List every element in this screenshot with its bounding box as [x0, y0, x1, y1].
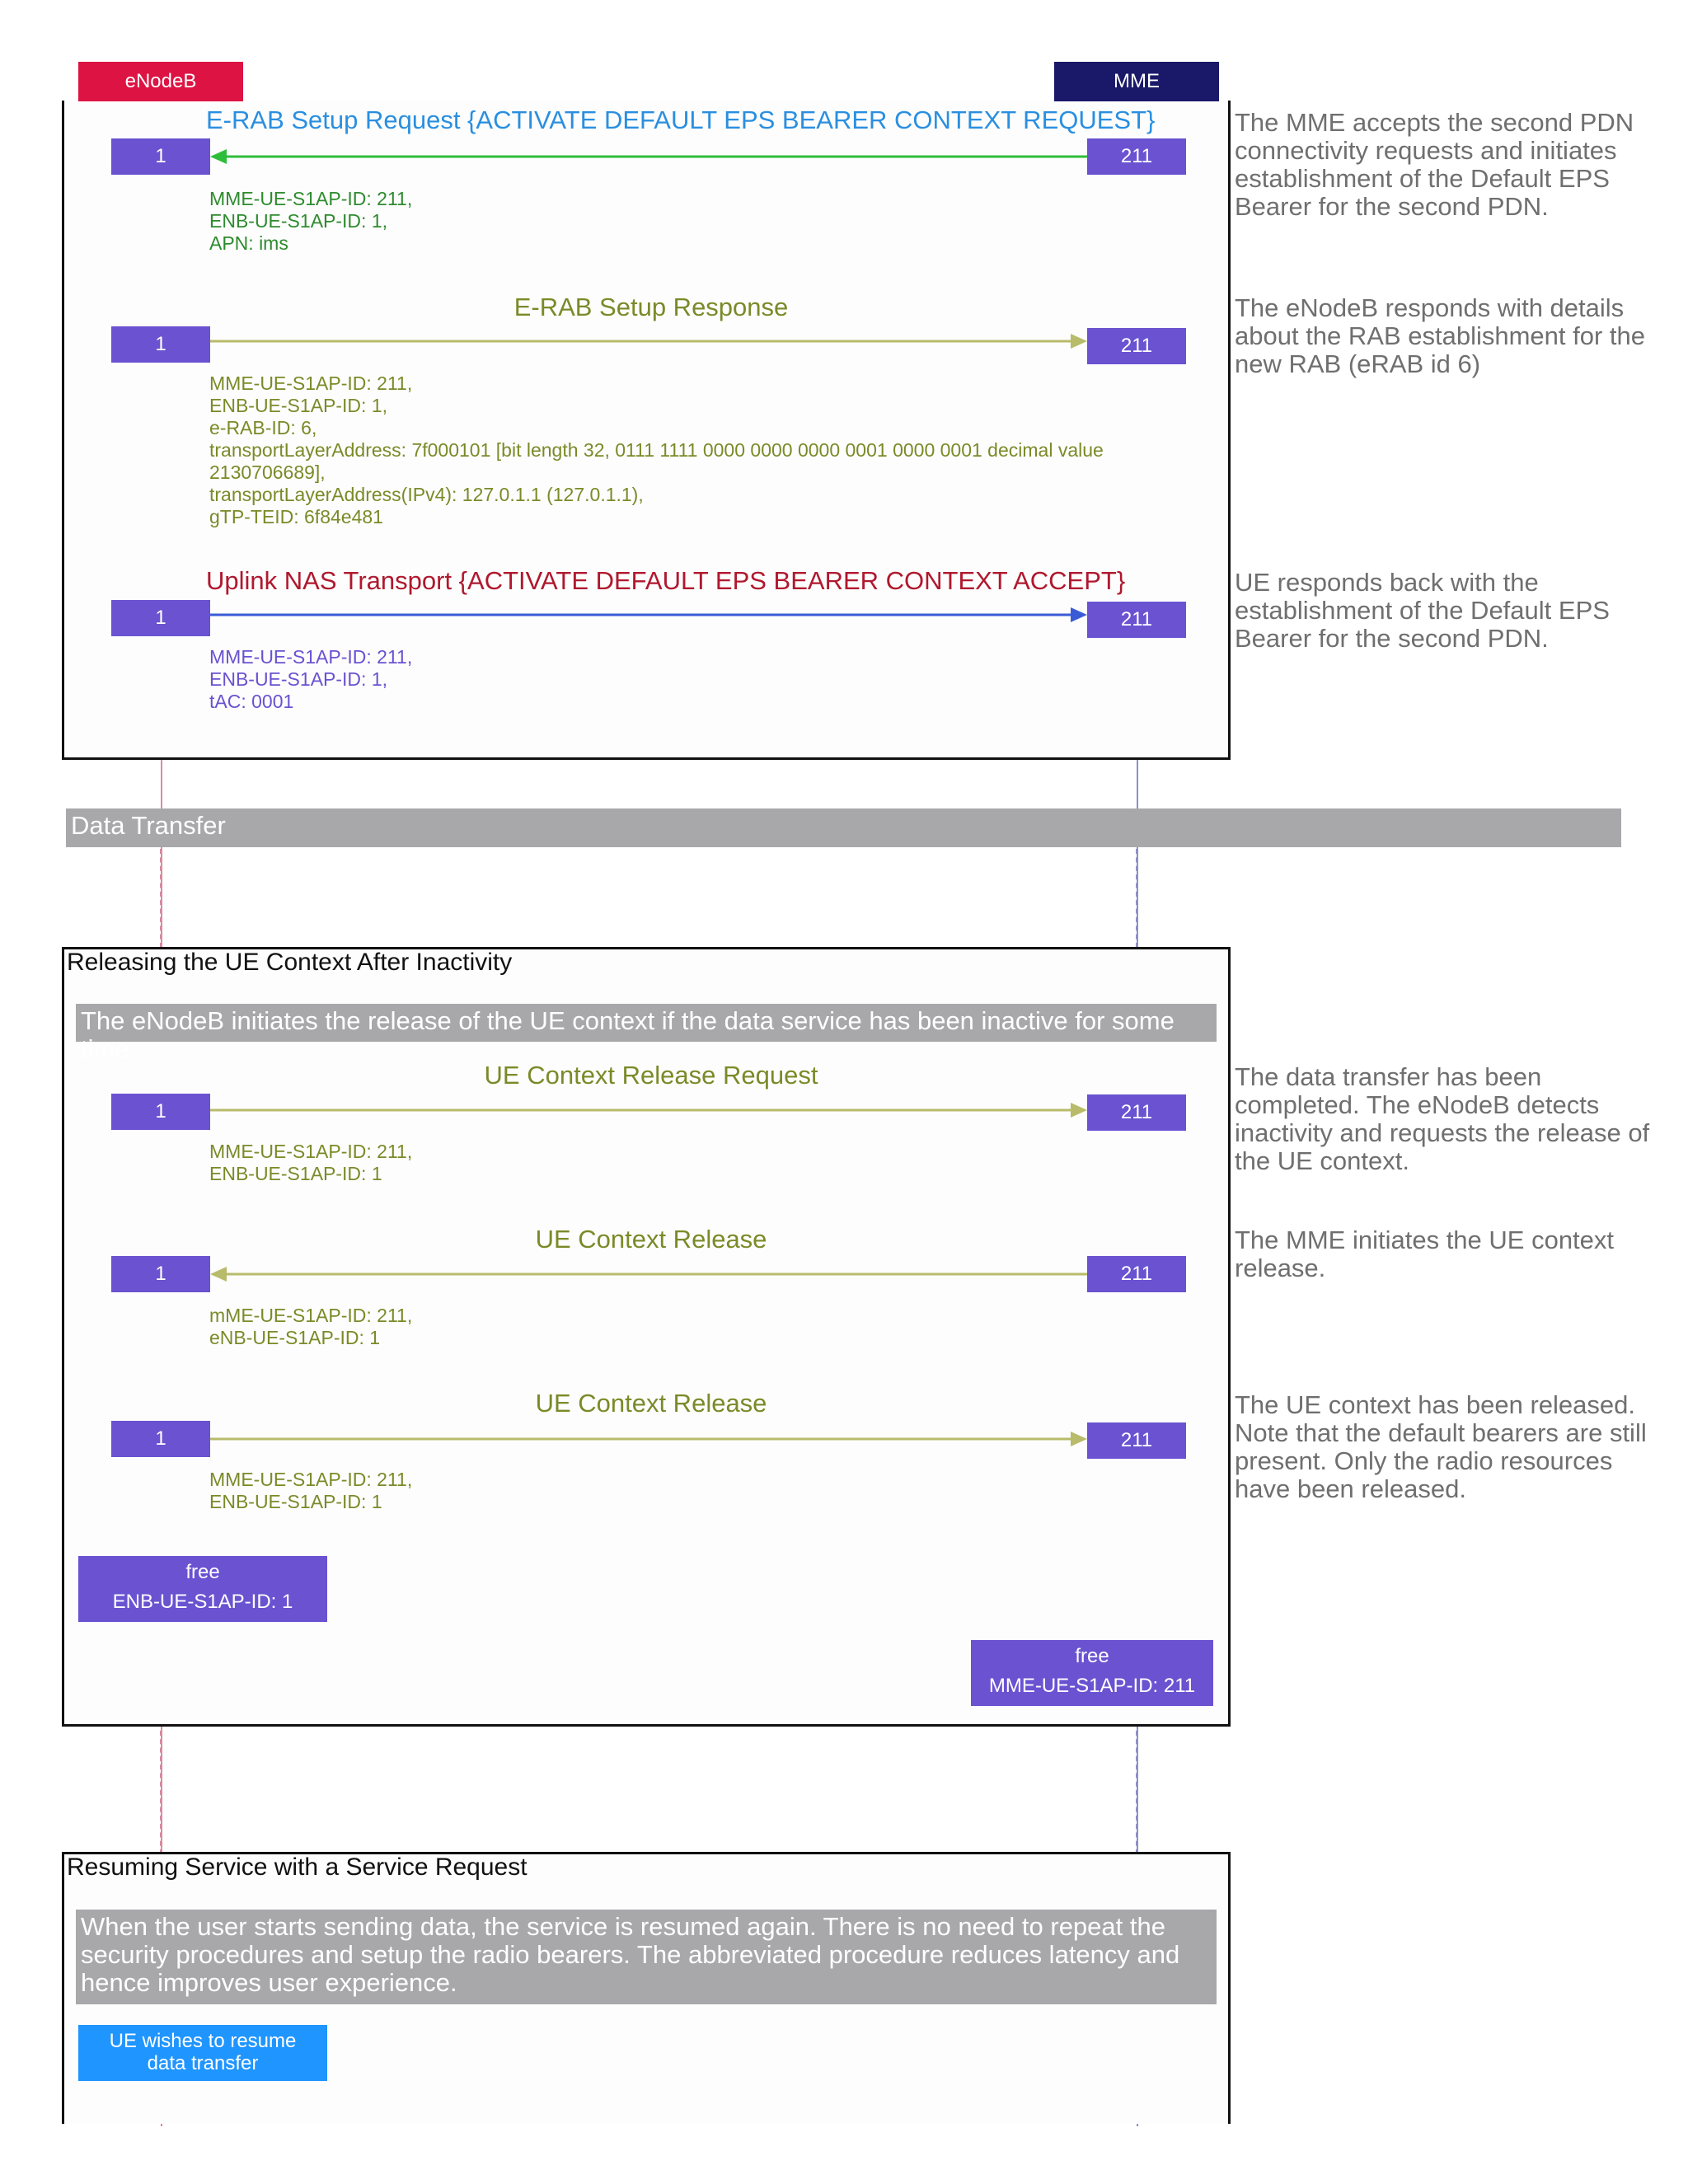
resume-banner: When the user starts sending data, the service is resumed again. There is no need to repeat the security procedures and setup the radio bearers. The abbreviated procedure reduces latency and hence improves user experience. [76, 1910, 1217, 2004]
message-arrow-head [1071, 1432, 1087, 1446]
mme-context-box: 211 [1087, 138, 1186, 175]
mme-context-box: 211 [1087, 1422, 1186, 1459]
release-banner: The eNodeB initiates the release of the UE context if the data service has been inactive for some time. [76, 1004, 1217, 1042]
message-arrow-head [1071, 1103, 1087, 1118]
message-params: MME-UE-S1AP-ID: 211, ENB-UE-S1AP-ID: 1 [209, 1141, 413, 1184]
free-mme-id: MME-UE-S1AP-ID: 211 [988, 1675, 1196, 1697]
free-enb-id-box [78, 1556, 327, 1622]
message-arrow-head [1071, 607, 1087, 622]
mme-header: MME [1054, 62, 1219, 101]
message-note: The MME initiates the UE context release. [1235, 1226, 1615, 1282]
data-transfer-bar: Data Transfer [66, 808, 1621, 847]
free-mme-label: free [1075, 1645, 1109, 1667]
enodeb-context-box: 1 [111, 1094, 210, 1130]
message-arrow-head [210, 1267, 227, 1282]
message-arrow-head [210, 149, 227, 164]
message-note: The data transfer has been completed. The eNodeB detects inactivity and requests the release of the UE context. [1235, 1062, 1650, 1175]
message-note: The eNodeB responds with details about the RAB establishment for the new RAB (eRAB id 6) [1235, 293, 1646, 378]
message-title: UE Context Release [535, 1225, 767, 1254]
resume-action-box: UE wishes to resume data transfer [78, 2025, 327, 2081]
message-params: mME-UE-S1AP-ID: 211, eNB-UE-S1AP-ID: 1 [209, 1305, 413, 1348]
free-enb-label: free [185, 1561, 220, 1583]
free-mme-id-box [971, 1640, 1213, 1706]
enodeb-context-box: 1 [111, 138, 210, 175]
message-arrow-head [1071, 334, 1087, 349]
enodeb-header: eNodeB [78, 62, 243, 101]
message-params: MME-UE-S1AP-ID: 211, ENB-UE-S1AP-ID: 1, APN: ims [209, 188, 413, 254]
resume-frame-title: Resuming Service with a Service Request [67, 1854, 528, 1881]
message-title: UE Context Release [535, 1389, 767, 1418]
enodeb-context-box: 1 [111, 326, 210, 363]
release-frame-title: Releasing the UE Context After Inactivity [67, 949, 513, 976]
enodeb-context-box: 1 [111, 1421, 210, 1457]
message-params: MME-UE-S1AP-ID: 211, ENB-UE-S1AP-ID: 1, e-RAB-ID: 6, transportLayerAddress: 7f000101 [bit length 32, 0111 1111 0000 0000 0000 0001 0000 0001 decimal value 2130706689], transportLayerAddress(IPv4): 127.0.1.1 (127.0.1.1), gTP-TEID: 6f84e481 [209, 373, 1104, 527]
message-title: UE Context Release Request [484, 1061, 818, 1090]
free-enb-id: ENB-UE-S1AP-ID: 1 [112, 1591, 293, 1613]
mme-context-box: 211 [1087, 328, 1186, 364]
message-title: Uplink NAS Transport {ACTIVATE DEFAULT EPS BEARER CONTEXT ACCEPT} [206, 566, 1126, 595]
message-note: The UE context has been released. Note that the default bearers are still present. Only the radio resources have been released. [1235, 1390, 1647, 1503]
enodeb-context-box: 1 [111, 1256, 210, 1292]
message-note: UE responds back with the establishment of the Default EPS Bearer for the second PDN. [1235, 568, 1610, 653]
mme-context-box: 211 [1087, 1256, 1186, 1292]
mme-context-box: 211 [1087, 602, 1186, 638]
mme-context-box: 211 [1087, 1094, 1186, 1131]
message-note: The MME accepts the second PDN connectivity requests and initiates establishment of the Default EPS Bearer for the second PDN. [1235, 108, 1634, 221]
enodeb-context-box: 1 [111, 600, 210, 636]
message-title: E-RAB Setup Request {ACTIVATE DEFAULT EPS BEARER CONTEXT REQUEST} [206, 105, 1156, 134]
message-title: E-RAB Setup Response [513, 293, 789, 321]
message-params: MME-UE-S1AP-ID: 211, ENB-UE-S1AP-ID: 1, tAC: 0001 [209, 646, 413, 712]
message-params: MME-UE-S1AP-ID: 211, ENB-UE-S1AP-ID: 1 [209, 1469, 413, 1512]
